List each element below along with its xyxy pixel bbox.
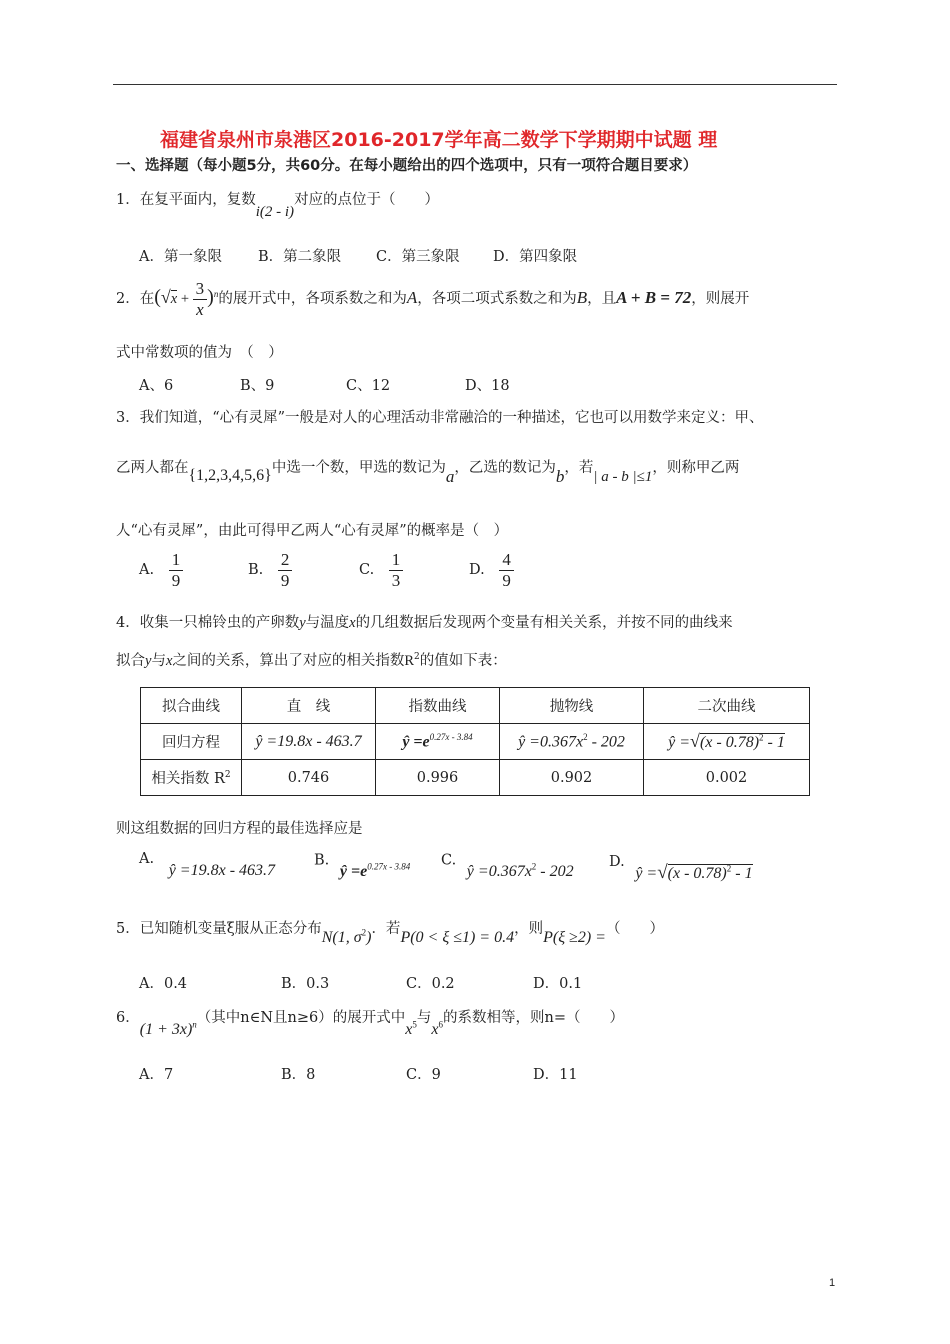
- q4-l1a: 4．收集一只棉铃虫的产卵数: [116, 615, 300, 631]
- q5-pre: 5．已知随机变量ξ服从正态分布: [116, 921, 322, 937]
- q5-dist-end: ): [366, 929, 372, 946]
- q4-opt-c-label: C.: [441, 852, 457, 869]
- table-header: 直 线: [242, 688, 376, 724]
- q3-line2: [116, 456, 740, 486]
- q4-opt-b-expr: [340, 863, 410, 880]
- q3-opt-d-den: 9: [502, 570, 511, 590]
- question-1: [116, 188, 440, 220]
- q6-x5: [405, 1021, 417, 1038]
- q5-mid2: ，则: [514, 921, 544, 937]
- q2-A: A: [406, 288, 418, 308]
- q6-option-c: C．9: [406, 1067, 441, 1083]
- table-header: 拟合曲线: [141, 688, 242, 724]
- table-cell-part: - 202: [591, 733, 625, 751]
- q3-opt-c-label: C.: [359, 562, 375, 579]
- q4-option-a: [139, 850, 276, 879]
- q2-option-d: D、18: [465, 378, 510, 394]
- q4-x: x: [349, 615, 356, 631]
- q3-opt-a-den: 9: [171, 570, 181, 590]
- q3-opt-a-label: A.: [139, 562, 155, 579]
- q6-x6: [431, 1021, 443, 1038]
- q1-option-d: D．第四象限: [493, 249, 578, 265]
- q6-option-b: B．8: [281, 1067, 316, 1083]
- q4-l2b: 与: [151, 653, 166, 669]
- q4-l2c: 之间的关系，算出了对应的相关指数: [172, 653, 405, 669]
- q3-opt-c-frac: [389, 550, 404, 590]
- q6-mid2: 与: [416, 1010, 432, 1026]
- q3-opt-a-num: 1: [169, 550, 184, 571]
- table-header: 二次曲线: [644, 688, 810, 724]
- q2-sqrt-x: x: [170, 291, 178, 308]
- page-number: 1: [829, 1277, 836, 1289]
- q6-option-d: D．11: [533, 1067, 578, 1083]
- q2-frac-num: 3: [193, 279, 208, 300]
- q2-B: B: [576, 288, 588, 308]
- page-title: 福建省泉州市泉港区2016-2017学年高二数学下学期期中试题 理: [160, 129, 718, 151]
- q6-x6-exp: 6: [438, 1019, 443, 1030]
- q2-line2: 式中常数项的值为 （ ）: [116, 345, 283, 361]
- table-header: 抛物线: [500, 688, 644, 724]
- q3-set: {1,2,3,4,5,6}: [188, 467, 272, 484]
- header-rule: [113, 84, 837, 85]
- q1-text-end: 对应的点位于（ ）: [294, 192, 440, 208]
- table-cell: ŷ $=0.367x^2 - 202$: [500, 724, 644, 760]
- q3-l2e: ，则称甲乙两: [652, 460, 740, 476]
- q2-condition: A + B = 72: [616, 288, 692, 308]
- q6-x5-base: x: [405, 1021, 413, 1038]
- q4-l1c: 的几组数据后发现两个变量有相关关系，并按不同的曲线来: [355, 615, 733, 631]
- q5-option-d: D．0.1: [533, 976, 583, 992]
- q3-opt-b-frac: [278, 550, 293, 590]
- table-header: 指数曲线: [376, 688, 500, 724]
- table-cell: 0.746: [242, 760, 376, 796]
- q2-option-a: A、6: [139, 378, 174, 394]
- q4-option-d: [609, 850, 753, 883]
- table-cell-part: ŷ =e: [402, 733, 430, 751]
- q4-opt-c-expr: ŷ $=0.367x^2 - 202$: [466, 862, 574, 881]
- q5-option-a: A．0.4: [139, 976, 188, 992]
- q4-opt-d-part2: (x - 0.78): [667, 865, 727, 882]
- table-row: [141, 760, 810, 796]
- q3-opt-c-den: 3: [391, 570, 401, 590]
- q4-l2d: 的值如下表：: [419, 653, 507, 669]
- q6-expr: [140, 1021, 197, 1038]
- q5-dist-part: N(1, σ: [321, 929, 362, 946]
- table-cell: 0.996: [376, 760, 500, 796]
- q4-opt-d-expr: ŷ =√(x - 0.78)$^2$ - 1: [635, 862, 753, 883]
- table-cell-exp: 0.27x - 3.84: [429, 731, 473, 742]
- q6-num: 6．: [116, 1010, 140, 1026]
- q6-exp: n: [192, 1019, 197, 1030]
- q6-option-a: A．7: [139, 1067, 174, 1083]
- q4-opt-a-label: A.: [139, 851, 155, 867]
- question-2: 2．在(√x + $\frac{3}{x}$ )$^n$的展开式中，各项系数之和为A，各项二项式系数之和为B，且A + B = 72，则展开: [116, 279, 750, 319]
- q3-l2d: ，若: [564, 460, 594, 476]
- table-cell-part: 相关指数 R: [151, 771, 225, 787]
- q4-opt-b-part: ŷ =e: [339, 863, 368, 881]
- q2-fraction: [193, 279, 208, 319]
- table-cell: 回归方程: [141, 724, 242, 760]
- table-cell: [376, 724, 500, 760]
- q3-option-b: [248, 550, 292, 590]
- table-cell-exp: 2: [224, 770, 231, 781]
- q1-expr: i(2 - i): [255, 204, 295, 220]
- table-cell-part: (x - 0.78): [699, 734, 760, 751]
- q2-option-b: B、9: [240, 378, 275, 394]
- q2-mid: 的展开式中，各项系数之和为: [218, 291, 407, 308]
- q2-text: 2．在: [116, 291, 155, 308]
- q4-line1: [116, 611, 733, 632]
- q3-opt-c-num: 1: [389, 550, 404, 571]
- q4-l1b: 与温度: [305, 615, 350, 631]
- table-cell-part: - 1: [767, 734, 785, 751]
- q6-x5-exp: 5: [412, 1019, 417, 1030]
- q4-R-sq: 2: [414, 652, 420, 663]
- table-cell-part: ŷ =: [668, 734, 691, 751]
- q4-opt-d-part: ŷ =: [635, 865, 658, 882]
- q4-y2: y: [145, 653, 152, 669]
- q3-l2c: ，乙选的数记为: [454, 460, 556, 476]
- q4-x2: x: [165, 653, 173, 669]
- q4-option-c: [441, 850, 574, 881]
- q6-post: 的系数相等，则n=（ ）: [443, 1010, 624, 1026]
- q4-y: y: [299, 615, 306, 631]
- q4-l2a: 拟合: [116, 653, 145, 669]
- q4-line2: [116, 649, 507, 670]
- q1-option-b: B．第二象限: [258, 249, 342, 265]
- q2-mid2: ，各项二项式系数之和为: [417, 291, 577, 308]
- q6-mid: （其中n∈N且n≥6）的展开式中: [196, 1010, 406, 1026]
- q4-opt-a-expr: ŷ =19.8x - 463.7: [168, 862, 276, 879]
- q3-option-c: [359, 550, 403, 590]
- q5-cond: P(0 < ξ ≤1) = 0.4: [400, 929, 515, 946]
- q3-a: a: [445, 467, 455, 486]
- q3-l2b: 中选一个数，甲选的数记为: [271, 460, 446, 476]
- q3-opt-d-label: D.: [469, 562, 485, 579]
- q5-post: （ ）: [605, 921, 664, 937]
- q3-opt-b-label: B.: [248, 562, 264, 579]
- table-row: [141, 688, 810, 724]
- q1-text: 1．在复平面内，复数: [116, 192, 256, 208]
- q4-R: R: [404, 653, 415, 669]
- table-row: [141, 724, 810, 760]
- q2-frac-den: x: [196, 299, 204, 319]
- q4-after-table: 则这组数据的回归方程的最佳选择应是: [116, 821, 363, 837]
- q1-option-a: A．第一象限: [139, 249, 222, 265]
- q3-opt-b-den: 9: [280, 570, 290, 590]
- q6-x6-base: x: [431, 1021, 439, 1038]
- q2-mid3: ，且: [587, 291, 617, 308]
- q2-post: ，则展开: [691, 291, 750, 308]
- q4-opt-d-label: D.: [609, 854, 625, 870]
- q3-option-d: [469, 550, 514, 590]
- table-cell: [141, 760, 242, 796]
- q5-option-b: B．0.3: [281, 976, 330, 992]
- q3-line3: 人“心有灵犀”，由此可得甲乙两人“心有灵犀”的概率是（ ）: [116, 523, 509, 539]
- q3-l2a: 乙两人都在: [116, 460, 189, 476]
- q5-mid: ．若: [371, 921, 401, 937]
- table-cell: 0.902: [500, 760, 644, 796]
- q3-opt-a-frac: [169, 550, 184, 590]
- q4-opt-c-part: ŷ =0.367x: [466, 863, 532, 881]
- q4-opt-d-part3: - 1: [735, 865, 753, 882]
- q4-opt-c-part2: - 202: [540, 863, 574, 881]
- q3-line1: 3．我们知道，“心有灵犀”一般是对人的心理活动非常融洽的一种描述，它也可以用数学来定义：甲、: [116, 410, 764, 426]
- q1-option-c: C．第三象限: [376, 249, 460, 265]
- q3-b: b: [555, 467, 565, 486]
- q4-opt-b-exp: 0.27x - 3.84: [367, 862, 411, 872]
- question-6: [116, 1006, 624, 1038]
- q3-opt-d-frac: [499, 550, 514, 590]
- q2-option-c: C、12: [346, 378, 391, 394]
- q5-dist: N(1, $\sigma^2$): [321, 927, 372, 946]
- table-cell: ŷ =√(x - 0.78)$^2$ - 1: [644, 724, 810, 760]
- table-cell: 0.002: [644, 760, 810, 796]
- q4-opt-b-label: B.: [314, 852, 330, 869]
- q3-opt-d-num: 4: [499, 550, 514, 571]
- q3-cond: | a - b |≤1: [593, 469, 653, 485]
- section-heading: 一、选择题（每小题5分，共60分。在每小题给出的四个选项中，只有一项符合题目要求）: [116, 158, 698, 174]
- regression-table: [140, 687, 810, 796]
- table-cell-part: ŷ =0.367x: [518, 733, 584, 751]
- q4-option-b: [314, 850, 411, 881]
- q5-ask: P(ξ ≥2) =: [543, 929, 606, 946]
- q2-exp: n: [213, 289, 219, 300]
- table-cell: ŷ =19.8x - 463.7: [242, 724, 376, 760]
- q6-expr-part: (1 + 3x): [139, 1021, 193, 1038]
- q3-opt-b-num: 2: [278, 550, 293, 571]
- question-5: [116, 917, 664, 946]
- q5-option-c: C．0.2: [406, 976, 455, 992]
- q3-option-a: [139, 550, 183, 590]
